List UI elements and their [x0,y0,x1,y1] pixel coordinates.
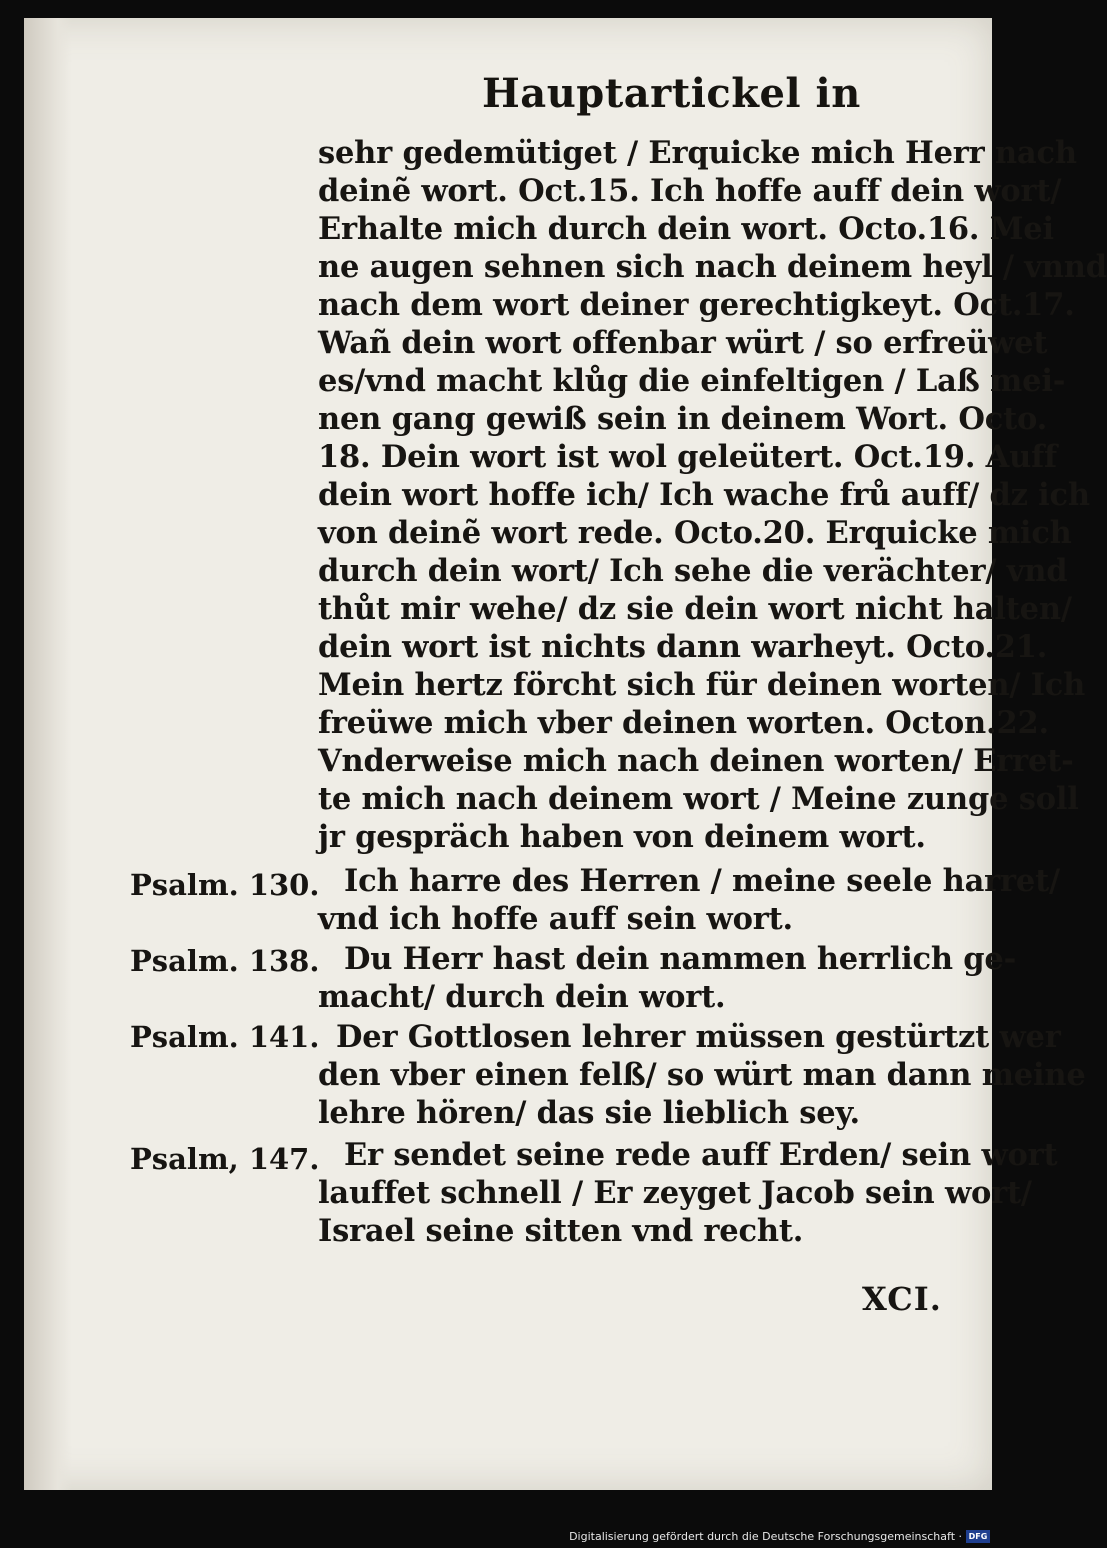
body-line: te mich nach deinem wort / Meine zunge soll [318,781,1079,817]
body-line: freüwe mich vber deinen worten. Octon.22. [318,705,1049,741]
body-line: thůt mir wehe/ dz sie dein wort nicht halten/ [318,591,1072,627]
page-gutter [24,18,72,1490]
body-line: Vnderweise mich nach deinen worten/ Erret- [318,743,1074,779]
body-line: dein wort ist nichts dann warheyt. Octo.21. [318,629,1048,665]
psalm-line: lauffet schnell / Er zeyget Jacob sein wort/ [318,1175,1032,1211]
psalm-line: den vber einen felß/ so würt man dann meine [318,1057,1086,1093]
psalm-line: vnd ich hoffe auff sein wort. [318,901,793,937]
body-line: durch dein wort/ Ich sehe die verächter/ vnd [318,553,1068,589]
folio-number: XCI. [862,1280,942,1318]
body-line: 18. Dein wort ist wol geleütert. Oct.19. Auff [318,439,1057,475]
body-line: jr gespräch haben von deinem wort. [318,819,926,855]
body-line: es/vnd macht klůg die einfeltigen / Laß mei- [318,363,1066,399]
psalm-line: Der Gottlosen lehrer müssen gestürtzt wer [336,1019,1061,1055]
digitization-credit [569,1530,990,1543]
body-line: Mein hertz förcht sich für deinen worten/ Ich [318,667,1086,703]
dfg-logo-icon: DFG [966,1530,990,1543]
running-title: Hauptartickel in [482,70,861,117]
body-line: von deinẽ wort rede. Octo.20. Erquicke mich [318,515,1072,551]
credit-text: Digitalisierung gefördert durch die Deutsche Forschungsgemeinschaft · [569,1530,962,1543]
marginal-psalm-147: Psalm, 147. [130,1142,320,1176]
body-line: sehr gedemütiget / Erquicke mich Herr nach [318,135,1077,171]
psalm-line: macht/ durch dein wort. [318,979,726,1015]
psalm-line: Du Herr hast dein nammen herrlich ge- [344,941,1017,977]
body-line: nach dem wort deiner gerechtigkeyt. Oct.17. [318,287,1075,323]
marginal-psalm-141: Psalm. 141. [130,1020,320,1054]
psalm-line: lehre hören/ das sie lieblich sey. [318,1095,860,1131]
body-line: dein wort hoffe ich/ Ich wache frů auff/ dz ich [318,477,1090,513]
psalm-line: Er sendet seine rede auff Erden/ sein wort [344,1137,1058,1173]
body-line: Erhalte mich durch dein wort. Octo.16. Mei [318,211,1054,247]
psalm-line: Ich harre des Herren / meine seele harret/ [344,863,1060,899]
psalm-line: Israel seine sitten vnd recht. [318,1213,804,1249]
marginal-psalm-130: Psalm. 130. [130,868,320,902]
body-line: ne augen sehnen sich nach deinem heyl / vnnd [318,249,1107,285]
body-line: deinẽ wort. Oct.15. Ich hoffe auff dein wort/ [318,173,1062,209]
body-line: Wañ dein wort offenbar würt / so erfreüwet [318,325,1048,361]
body-line: nen gang gewiß sein in deinem Wort. Octo. [318,401,1048,437]
marginal-psalm-138: Psalm. 138. [130,944,320,978]
